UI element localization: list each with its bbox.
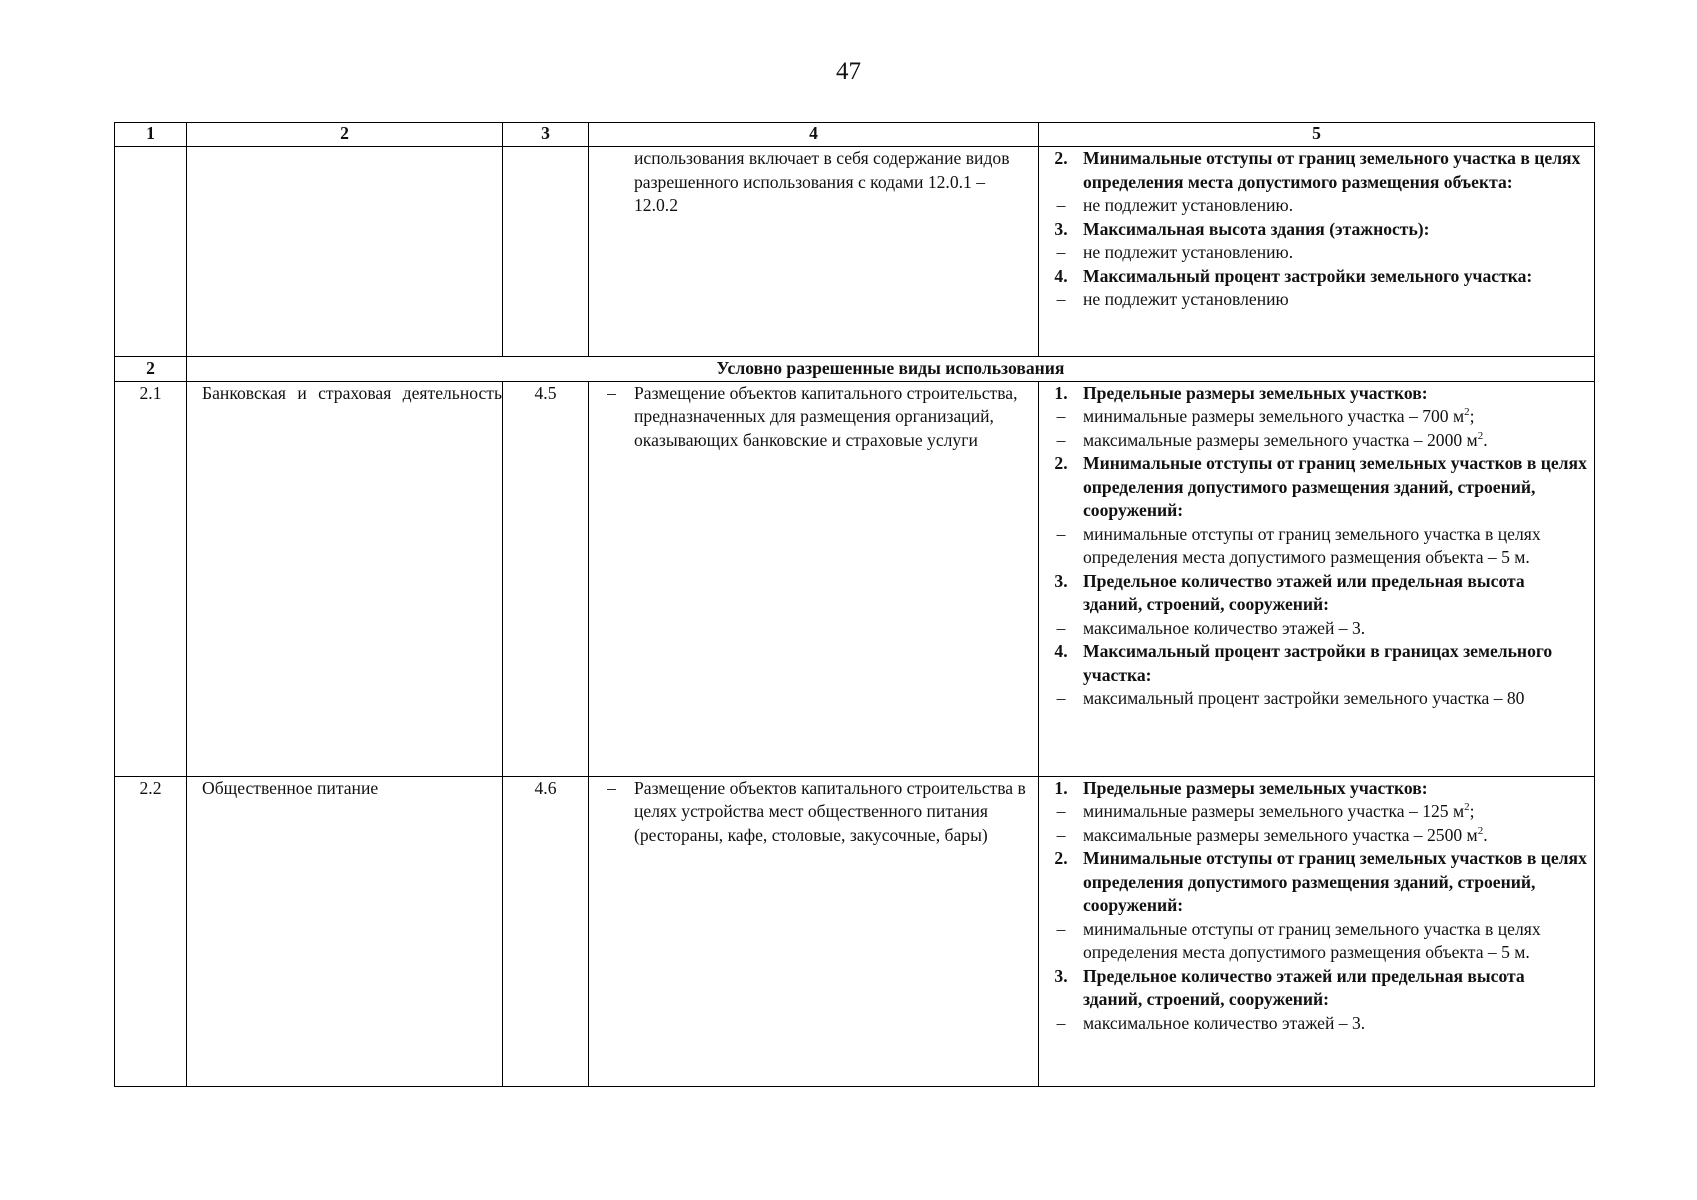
parameter-text: Минимальные отступы от границ земельных участков в целях определения допустимого размещения зданий, строений, сооружений: [1083, 848, 1587, 915]
cell-empty [187, 147, 503, 357]
superscript: 2 [1477, 824, 1484, 837]
dash-marker: – [1056, 242, 1066, 262]
dash-marker: – [1056, 801, 1066, 821]
use-description: Размещение объектов капитального строительства, предназначенных для размещения организаций, оказывающих банковские и страховые услуги [634, 382, 1018, 450]
parameter-item [1039, 523, 1588, 570]
parameter-heading [1039, 847, 1588, 918]
page-number: 47 [836, 58, 861, 85]
parameter-text: не подлежит установлению [1083, 289, 1289, 309]
parameter-text: Максимальный процент застройки в границах земельного участка: [1083, 641, 1553, 685]
dash-marker: – [607, 382, 616, 403]
parameters-cell [1039, 147, 1595, 357]
list-number: 2. [1054, 148, 1068, 168]
parameter-text: не подлежит установлению. [1083, 242, 1294, 262]
use-code: 4.6 [503, 776, 589, 1086]
parameter-text: Минимальные отступы от границ земельных участков в целях определения допустимого размещения зданий, строений, сооружений: [1083, 453, 1587, 520]
dash-marker: – [1056, 918, 1066, 939]
dash-marker: – [1056, 1012, 1066, 1033]
parameter-text: Предельные размеры земельных участков: [1083, 382, 1428, 403]
dash-marker: – [1056, 429, 1066, 450]
superscript: 2 [1464, 801, 1470, 814]
table-row [115, 381, 1595, 776]
list-number: 3. [1054, 218, 1068, 239]
parameter-text: Максимальная высота здания (этажность): [1083, 218, 1430, 239]
parameter-heading [1039, 777, 1588, 801]
parameter-item [1039, 1012, 1588, 1036]
list-number: 1. [1054, 777, 1068, 798]
list-number: 2. [1054, 848, 1068, 868]
header-cell: 5 [1039, 123, 1595, 147]
parameter-text: минимальные размеры земельного участка – 700 $м^2$; [1083, 406, 1475, 426]
parameter-item [1039, 194, 1588, 218]
parameter-text: не подлежит установлению. [1083, 195, 1294, 215]
parameter-text: минимальные отступы от границ земельного участка в целях определения места допустимого размещения объекта – 5 м. [1083, 918, 1541, 962]
use-name: Банковская и страховая деятельность [202, 382, 502, 403]
parameter-heading [1039, 382, 1588, 406]
parameters-cell [1039, 381, 1595, 776]
parameter-item [1039, 405, 1588, 429]
dash-marker: – [1056, 617, 1066, 638]
parameter-item [1039, 617, 1588, 641]
section-row [115, 357, 1595, 382]
dash-marker: – [1056, 523, 1066, 544]
cell-empty [115, 147, 187, 357]
use-name-cell [187, 381, 503, 776]
use-code: 4.5 [503, 381, 589, 776]
superscript: 2 [1464, 406, 1470, 419]
parameter-heading [1039, 640, 1588, 687]
parameter-text: максимальный процент застройки земельного участка – 80 [1083, 688, 1525, 708]
use-description: использования включает в себя содержание видов разрешенного использования с кодами 12.0.1 – 12.0.2 [634, 148, 1010, 215]
parameter-heading [1039, 452, 1588, 523]
parameter-item [1039, 241, 1588, 265]
header-cell: 1 [115, 123, 187, 147]
header-cell: 3 [503, 123, 589, 147]
parameter-text: Предельное количество этажей или предельная высота зданий, строений, сооружений: [1083, 965, 1525, 1009]
list-number: 2. [1054, 453, 1068, 473]
parameter-item [1039, 429, 1588, 453]
parameter-heading [1039, 570, 1588, 617]
list-number: 4. [1054, 641, 1068, 661]
dash-marker: – [1056, 688, 1066, 708]
dash-marker: – [1056, 289, 1066, 309]
parameter-text: Минимальные отступы от границ земельного участка в целях определения места допустимого размещения объекта: [1083, 148, 1581, 192]
row-number: 2.2 [115, 776, 187, 1086]
dash-marker: – [1056, 406, 1066, 426]
cell-empty [503, 147, 589, 357]
parameter-heading [1039, 147, 1588, 194]
parameter-text: максимальное количество этажей – 3. [1083, 617, 1366, 638]
section-number: 2 [115, 357, 187, 382]
parameter-heading [1039, 265, 1588, 289]
parameter-item [1039, 687, 1588, 711]
parameter-item [1039, 800, 1588, 824]
list-number: 1. [1054, 382, 1068, 403]
parameter-heading [1039, 965, 1588, 1012]
dash-marker: – [1056, 824, 1066, 845]
superscript: 2 [1477, 429, 1484, 442]
use-description-cell [589, 776, 1039, 1086]
parameter-text: максимальные размеры земельного участка – 2500 $м^2$. [1083, 824, 1488, 845]
list-number: 4. [1054, 265, 1068, 286]
table-header-row [115, 123, 1595, 147]
parameter-text: Предельное количество этажей или предельная высота зданий, строений, сооружений: [1083, 570, 1525, 614]
use-name: Общественное питание [187, 776, 503, 1086]
use-description-cell [589, 381, 1039, 776]
parameter-text: максимальное количество этажей – 3. [1083, 1012, 1366, 1033]
table-row [115, 147, 1595, 357]
parameter-text: Максимальный процент застройки земельного участка: [1083, 265, 1533, 286]
parameter-item [1039, 918, 1588, 965]
dash-marker: – [1056, 195, 1066, 215]
parameter-item [1039, 824, 1588, 848]
parameter-item [1039, 288, 1588, 312]
parameters-cell [1039, 776, 1595, 1086]
parameter-text: максимальные размеры земельного участка – 2000 $м^2$. [1083, 429, 1488, 450]
list-number: 3. [1054, 965, 1068, 986]
use-description: Размещение объектов капитального строительства в целях устройства мест общественного питания (рестораны, кафе, столовые, закусочные, бары) [634, 777, 1026, 845]
table-row [115, 776, 1595, 1086]
list-number: 3. [1054, 570, 1068, 591]
row-number: 2.1 [115, 381, 187, 776]
parameter-heading [1039, 218, 1588, 242]
section-title: Условно разрешенные виды использования [187, 357, 1595, 382]
header-cell: 4 [589, 123, 1039, 147]
dash-marker: – [607, 777, 616, 798]
parameter-text: Предельные размеры земельных участков: [1083, 777, 1428, 798]
regulations-table [114, 122, 1595, 1087]
parameter-text: минимальные размеры земельного участка – 125 $м^2$; [1083, 801, 1475, 821]
use-description-cell [589, 147, 1039, 357]
header-cell: 2 [187, 123, 503, 147]
parameter-text: минимальные отступы от границ земельного участка в целях определения места допустимого размещения объекта – 5 м. [1083, 523, 1541, 567]
